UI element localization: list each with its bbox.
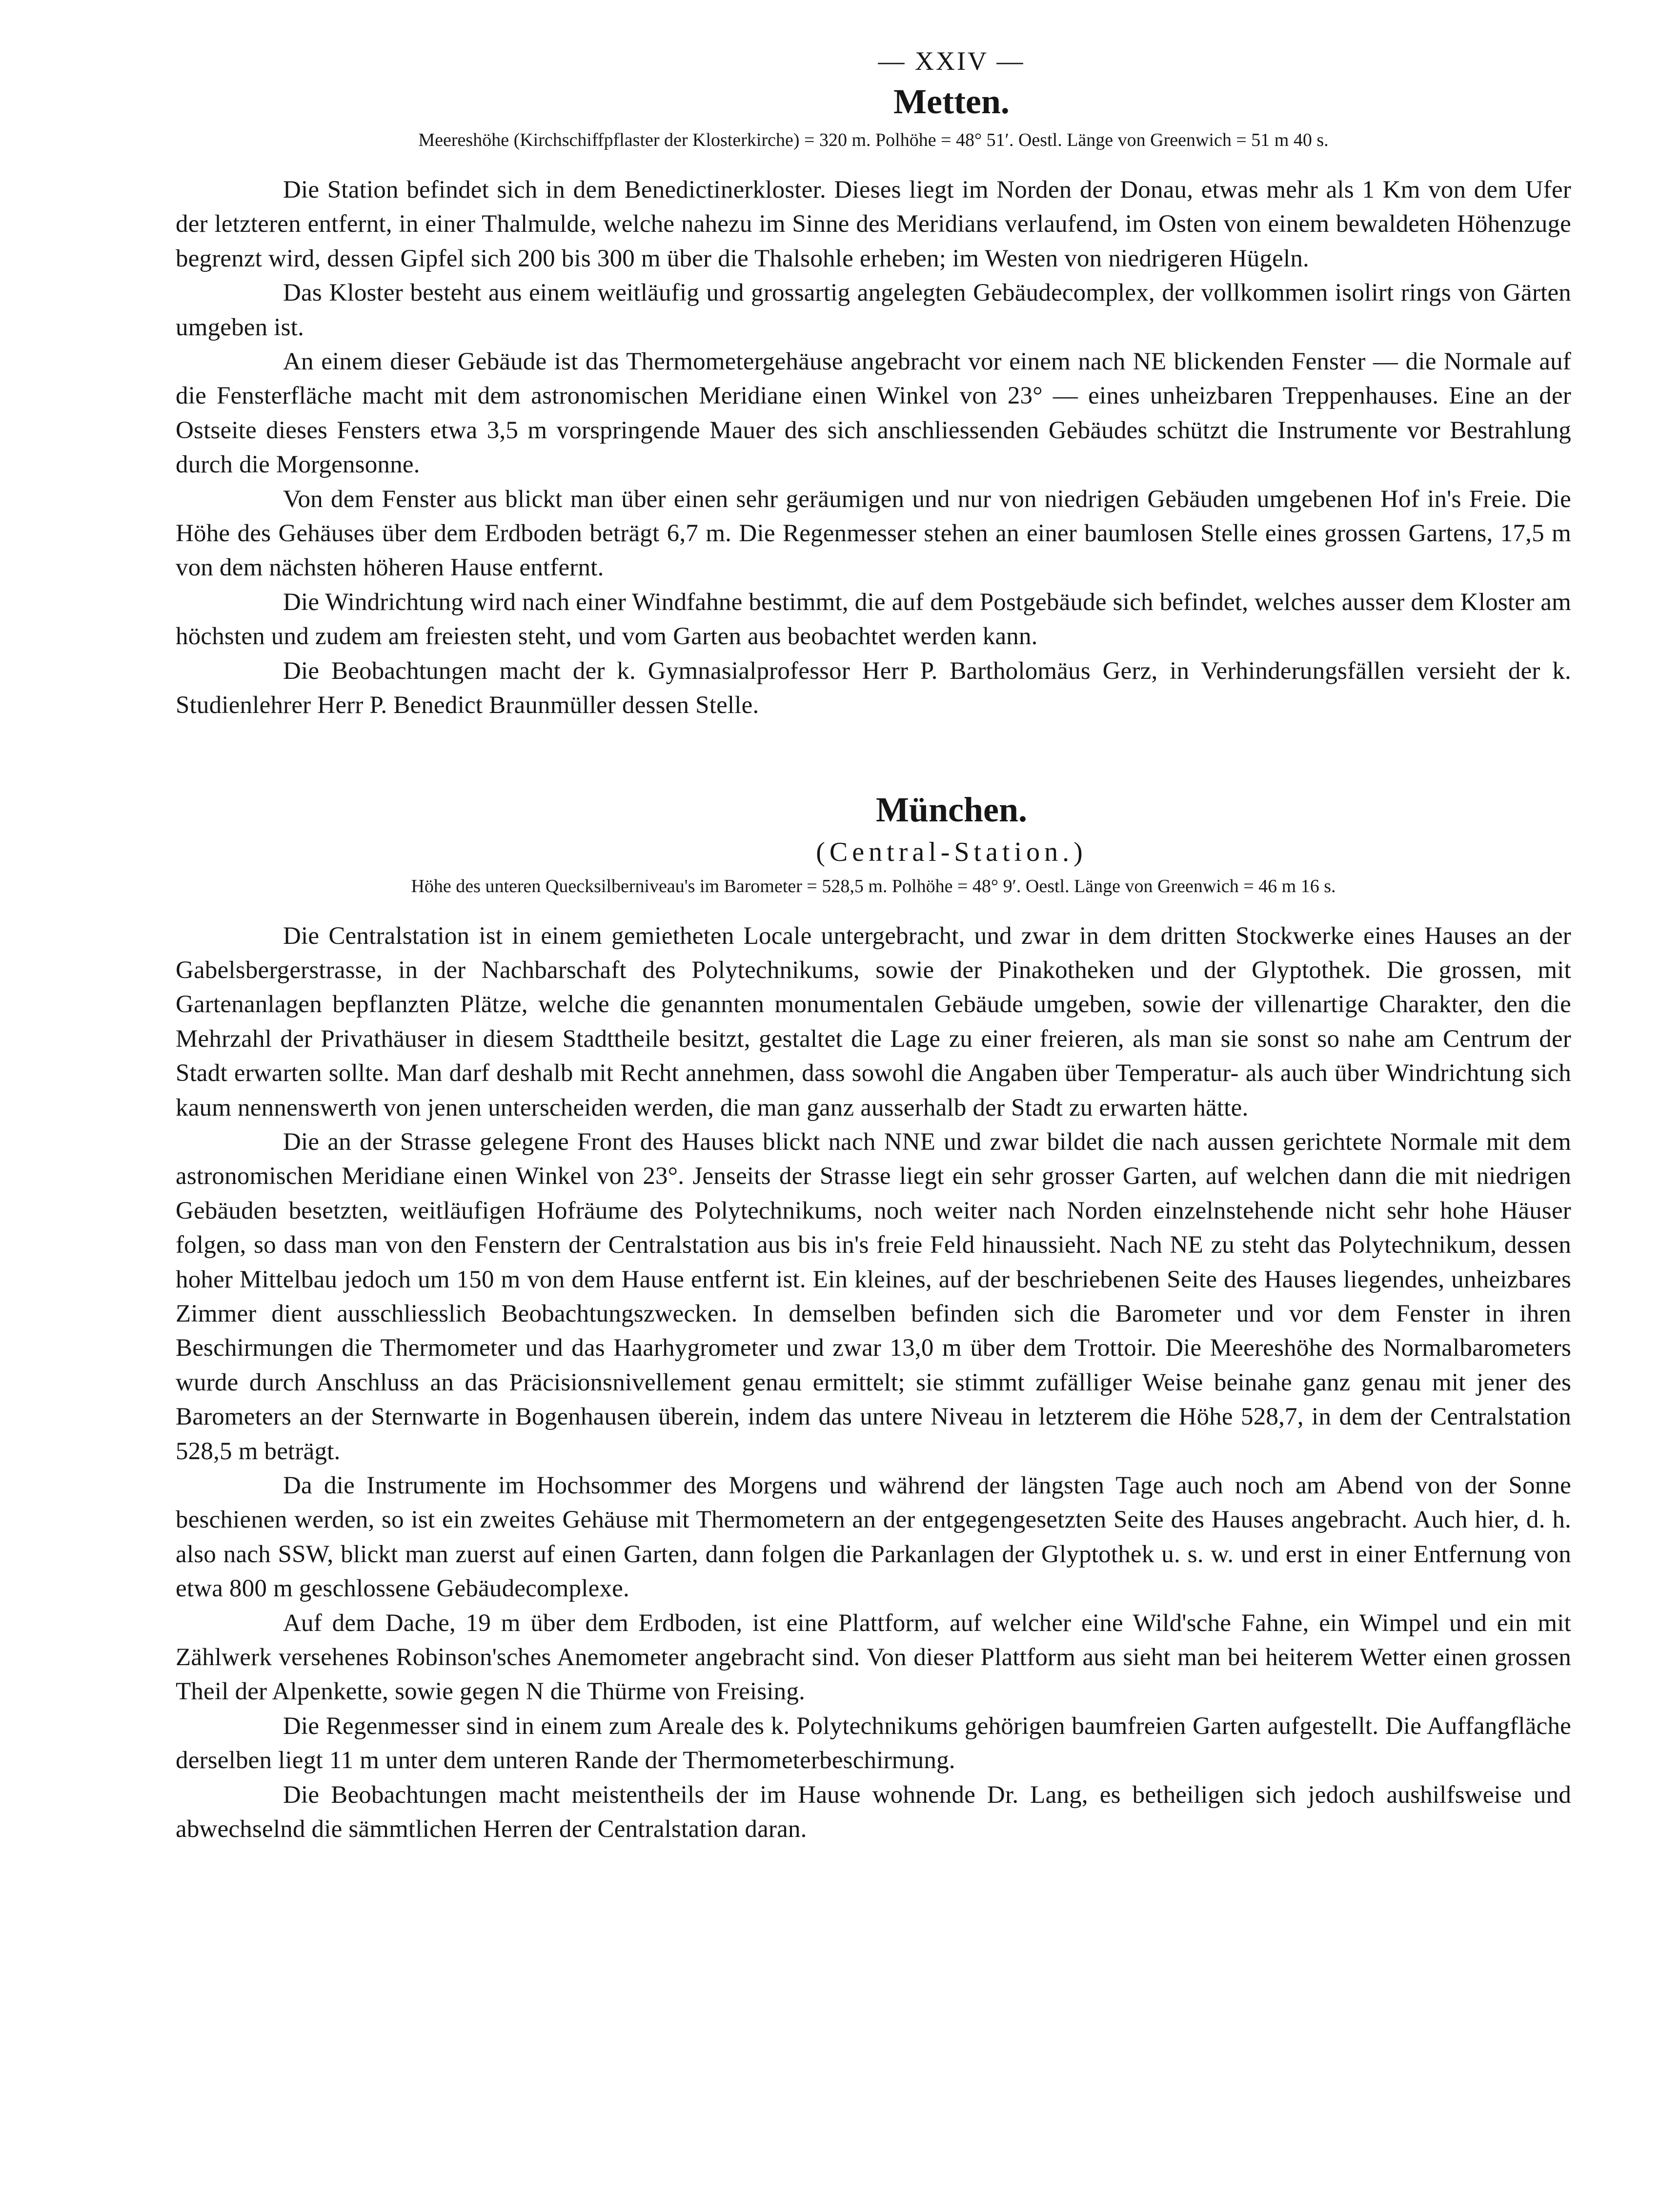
paragraph: Die Beobachtungen macht der k. Gymnasialprofessor Herr P. Bartholomäus Gerz, in Verhinderungsfällen versieht der k. Studienlehrer Herr P. Benedict Braunmüller dessen Stelle. xyxy=(176,657,1571,719)
paragraph: Die Regenmesser sind in einem zum Areale des k. Polytechnikums gehörigen baumfreien Garten aufgestellt. Die Auffangfläche derselben liegt 11 m unter dem unteren Rande der Thermometerbeschirmung. xyxy=(176,1712,1571,1774)
station-info: Meereshöhe (Kirchschiffpflaster der Klosterkirche) = 320 m. Polhöhe = 48° 51′. Oestl. Länge von Greenwich = 51 m 40 s. xyxy=(418,130,1329,150)
paragraph: Die Station befindet sich in dem Benedictinerkloster. Dieses liegt im Norden der Donau, etwas mehr als 1 Km von dem Ufer der letzteren entfernt, in einer Thalmulde, welche nahezu im Sinne des Meridians verlaufend, im Osten von einem bewaldeten Höhenzuge begrenzt wird, dessen Gipfel sich 200 bis 300 m über die Thalsohle erheben; im Westen von niedrigeren Hügeln. xyxy=(176,176,1571,272)
paragraph: Die an der Strasse gelegene Front des Hauses blickt nach NNE und zwar bildet die nach aussen gerichtete Normale mit dem astronomischen Meridiane einen Winkel von 23°. Jenseits der Strasse liegt ein sehr grosser Garten, auf welchen dann die mit niedrigen Gebäuden besetzten, weitläufigen Hofräume des Polytechnikums, noch weiter nach Norden einzelnstehende nicht sehr hohe Häuser folgen, so dass man von den Fenstern der Centralstation aus bis in's freie Feld hinaussieht. Nach NE zu steht das Polytechnikum, dessen hoher Mittelbau jedoch um 150 m von dem Hause entfernt ist. Ein kleines, auf der beschriebenen Seite des Hauses liegendes, unheizbares Zimmer dient ausschliesslich Beobachtungszwecken. In demselben befinden sich die Barometer und vor dem Fenster in ihren Beschirmungen die Thermometer und das Haarhygrometer und zwar 13,0 m über dem Trottoir. Die Meereshöhe des Normalbarometers wurde durch Anschluss an das Präcisionsnivellement genau ermittelt; sie stimmt zufälliger Weise beinahe ganz genau mit jener des Barometers an der Sternwarte in Bogenhausen überein, indem das untere Niveau in letzterem die Höhe 528,7, in dem der Centralstation 528,5 m beträgt. xyxy=(176,1128,1571,1465)
paragraph: Auf dem Dache, 19 m über dem Erdboden, ist eine Plattform, auf welcher eine Wild'sche Fahne, ein Wimpel und ein mit Zählwerk versehenes Robinson'sches Anemometer angebracht sind. Von dieser Plattform aus sieht man bei heiterem Wetter einen grossen Theil der Alpenkette, sowie gegen N die Thürme von Freising. xyxy=(176,1609,1571,1706)
document-page xyxy=(176,44,1571,1846)
page-number: — XXIV — xyxy=(878,46,1025,76)
section-subtitle: (Central-Station.) xyxy=(816,836,1087,867)
paragraph: Da die Instrumente im Hochsommer des Morgens und während der längsten Tage auch noch am Abend von der Sonne beschienen werden, so ist ein zweites Gehäuse mit Thermometern an der entgegengesetzten Seite des Hauses angebracht. Auch hier, d. h. also nach SSW, blickt man zuerst auf einen Garten, dann folgen die Parkanlagen der Glyptothek u. s. w. und erst in einer Entfernung von etwa 800 m geschlossene Gebäudecomplexe. xyxy=(176,1472,1571,1603)
paragraph: Von dem Fenster aus blickt man über einen sehr geräumigen und nur von niedrigen Gebäuden umgebenen Hof in's Freie. Die Höhe des Gehäuses über dem Erdboden beträgt 6,7 m. Die Regenmesser stehen an einer baumlosen Stelle eines grossen Gartens, 17,5 m von dem nächsten höheren Hause entfernt. xyxy=(176,485,1571,582)
section-divider xyxy=(176,723,1571,786)
paragraph: An einem dieser Gebäude ist das Thermometergehäuse angebracht vor einem nach NE blickenden Fenster — die Normale auf die Fensterfläche macht mit dem astronomischen Meridiane einen Winkel von 23° — eines unheizbaren Treppenhauses. Eine an der Ostseite dieses Fensters etwa 3,5 m vorspringende Mauer des sich anschliessenden Gebäudes schützt die Instrumente vor Bestrahlung durch die Morgensonne. xyxy=(176,348,1571,479)
section-title: Metten. xyxy=(893,82,1010,121)
section-title: München. xyxy=(875,790,1028,829)
paragraph: Das Kloster besteht aus einem weitläufig und grossartig angelegten Gebäudecomplex, der vollkommen isolirt rings von Gärten umgeben ist. xyxy=(176,279,1571,341)
section-muenchen xyxy=(176,786,1571,1847)
paragraph: Die Beobachtungen macht meistentheils der im Hause wohnende Dr. Lang, es betheiligen sich jedoch aushilfsweise und abwechselnd die sämmtlichen Herren der Centralstation daran. xyxy=(176,1781,1571,1843)
station-info: Höhe des unteren Quecksilberniveau's im Barometer = 528,5 m. Polhöhe = 48° 9′. Oestl. Länge von Greenwich = 46 m 16 s. xyxy=(411,876,1336,897)
paragraph: Die Windrichtung wird nach einer Windfahne bestimmt, die auf dem Postgebäude sich befindet, welches ausser dem Kloster am höchsten und zudem am freiesten steht, und vom Garten aus beobachtet werden kann. xyxy=(176,588,1571,651)
paragraph: Die Centralstation ist in einem gemietheten Locale untergebracht, und zwar in dem dritten Stockwerke eines Hauses an der Gabelsbergerstrasse, in der Nachbarschaft des Polytechnikums, sowie der Pinakotheken und der Glyptothek. Die grossen, mit Gartenanlagen bepflanzten Plätze, welche die genannten monumentalen Gebäude umgeben, sowie der villenartige Charakter, den die Mehrzahl der Privathäuser in diesem Stadttheile besitzt, gestaltet die Lage zu einer freieren, als man sie sonst so nahe am Centrum der Stadt erwarten sollte. Man darf deshalb mit Recht annehmen, dass sowohl die Angaben über Temperatur- als auch über Windrichtung sich kaum nennenswerth von jenen unterscheiden werden, die man ganz ausserhalb der Stadt zu erwarten hätte. xyxy=(176,922,1571,1121)
section-metten xyxy=(176,78,1571,723)
